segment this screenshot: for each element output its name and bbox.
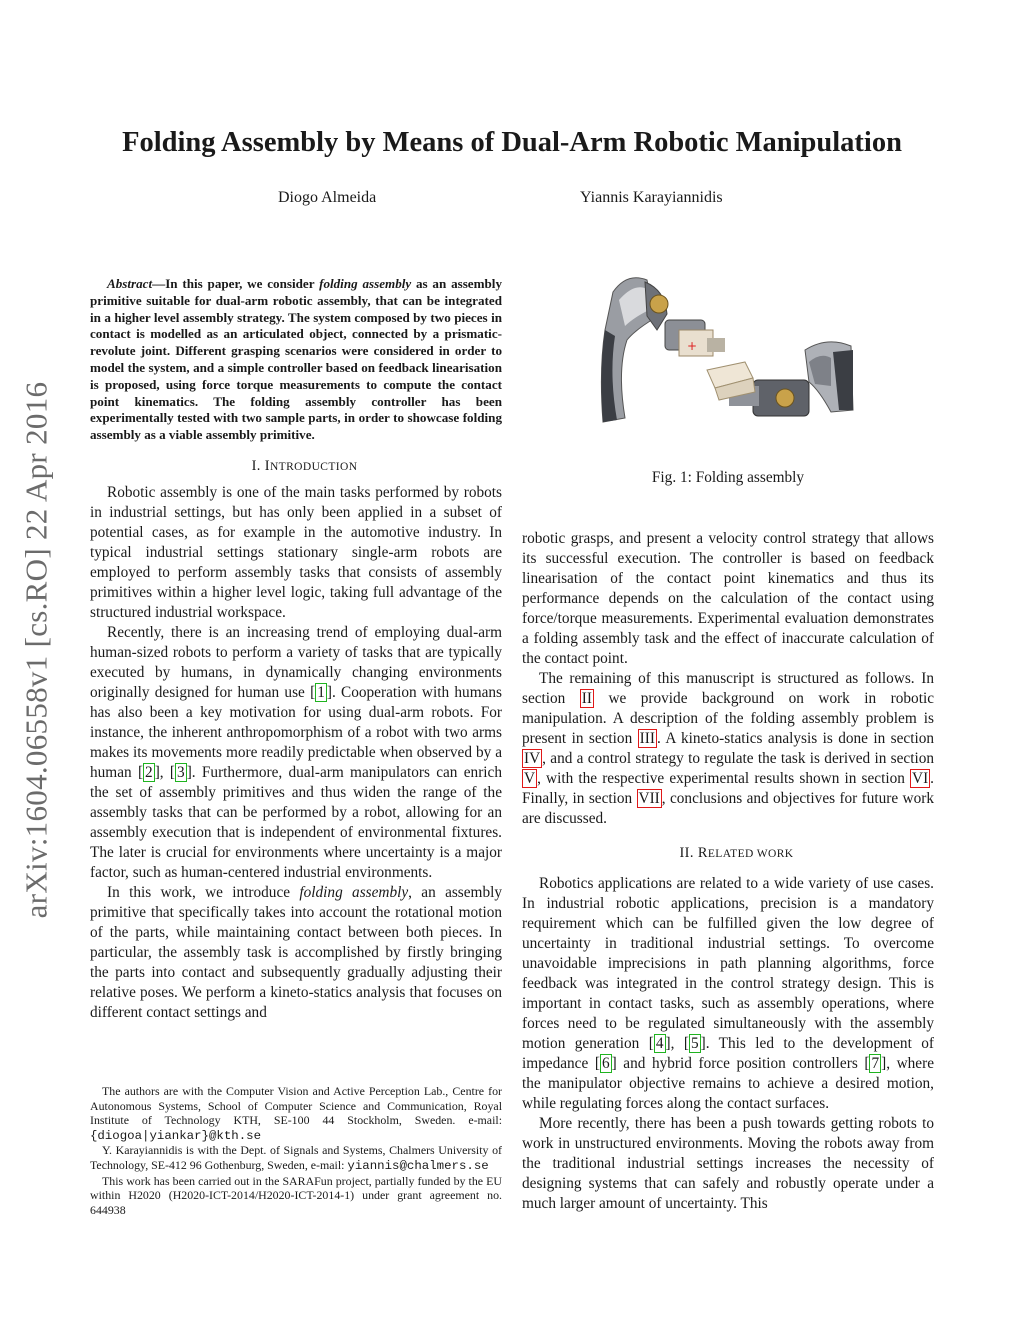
structure-paragraph: The remaining of this manuscript is structured as follows. In section II we provide background on work in robotic manipulation. A description of the folding assembly problem is present in section III . A kineto-statics analysis is done in section IV , and a control strategy to regulate the task is derived in section V , with the respective experimental results shown in section VI . Finally, in section VII , conclusions and objectives for future work are discussed.: [522, 670, 935, 827]
svg-text:+: +: [687, 339, 698, 353]
citation-link[interactable]: 3: [177, 763, 185, 781]
citation-link[interactable]: 4: [655, 1035, 664, 1052]
left-column: [90, 276, 502, 1023]
citation-link[interactable]: 6: [601, 1055, 610, 1072]
arxiv-identifier: arXiv:1604.06558v1 [cs.RO] 22 Apr 2016: [18, 381, 54, 919]
robot-arms-photo: [595, 270, 857, 430]
right-column: [522, 529, 934, 1214]
footnote-funding: This work has been carried out in the SARAFun project, partially funded by the EU within H2020 (H2020-ICT-2014/H2020-ICT-2014-1) under grant agreement no. 644938: [90, 1173, 502, 1217]
citation-link[interactable]: 2: [145, 763, 153, 781]
related-paragraph-2: More recently, there has been a push towards getting robots to work in unstructured environments. Moving the robots away from the traditional industrial settings increases the necessity of designing systems that can safely and robustly operate under a much larger amount of uncertainty. This: [522, 1115, 934, 1212]
author-2: Yiannis Karayiannidis: [580, 189, 723, 206]
intro-paragraph-2: Recently, there is an increasing trend of employing dual-arm human-sized robots to perform a variety of tasks that are typically executed by humans, in dynamically changing environments originally designed for human use [ 1 ]. Cooperation with humans has also been a key motivation for using dual-arm robots. For instance, the inherent anthropomorphism of a robot with two arms makes its movements more readily predictable when observed by a human [ 2 ], [ 3 ]. Furthermore, dual-arm manipulators can enrich the set of assembly primitives and thus widen the range of the assembly tasks that can be performed by a robot, allowing for an assembly execution that is independent of environmental fixtures. The later is crucial for environments where uncertainty is a major factor, such as human-centered industrial environments.: [90, 623, 502, 881]
section-link[interactable]: VII: [638, 790, 660, 807]
section-link[interactable]: V: [524, 770, 536, 787]
section-link[interactable]: VI: [912, 770, 929, 787]
intro-paragraph-continued: robotic grasps, and present a velocity control strategy that allows its successful execution. The controller is based on feedback linearisation of the contact point kinematics and thus its performance depends on the calculation of the contact using force/torque measurements. Experimental evaluation demonstrates a folding assembly task and the effect of inaccurate calculation of the contact point.: [522, 530, 934, 667]
related-paragraph-1: Robotics applications are related to a wide variety of use cases. In industrial robotic applications, precision is a mandatory requirement which can be fulfilled given the low degree of uncertainty in traditional industrial settings. To overcome unavoidable imprecisions in path planning algorithms, force feedback was integrated in the control strategy design. This is important in contact tasks, such as assembly operations, where forces need to be regulated simultaneously with the assembly motion generation [ 4 ], [ 5 ]. This led to the development of impedance [ 6 ] and hybrid force position controllers [ 7 ], where the manipulator objective remains to achieve a desired motion, while regulating forces along the contact surfaces.: [522, 875, 934, 1112]
intro-paragraph-3: In this work, we introduce folding assembly, an assembly primitive that specifically takes into account the rotational motion of the parts, while maintaining contact between both pieces. In particular, the assembly task is accomplished by firstly bringing the parts into contact and subsequently gradually adjusting their relative poses. We perform a kineto-statics analysis that focuses on different contact settings and: [90, 883, 502, 1021]
footnotes: [90, 1084, 502, 1217]
footnote-affiliation-1: The authors are with the Computer Vision and Active Perception Lab., Centre for Autonomous Systems, School of Computer Science and Communication, Royal Institute of Technology KTH, SE-100 44 Stockholm, Sweden. e-mail: {diogoa|yiankar}@kth.se: [90, 1084, 502, 1143]
author-1: Diogo Almeida: [278, 189, 377, 206]
email-link[interactable]: {diogoa|yiankar}@kth.se: [90, 1128, 262, 1143]
citation-link[interactable]: 7: [871, 1055, 880, 1072]
citation-link[interactable]: 1: [317, 683, 325, 701]
figure-caption: Fig. 1: Folding assembly: [651, 469, 805, 486]
citation-link[interactable]: 5: [690, 1035, 699, 1052]
section-link[interactable]: II: [581, 690, 592, 707]
section-link[interactable]: IV: [524, 750, 541, 767]
section-heading-introduction: I. INTRODUCTION: [251, 457, 358, 474]
section-link[interactable]: III: [639, 730, 655, 747]
section-heading-related-work: II. RELATED WORK: [679, 845, 794, 861]
abstract: Abstract—In this paper, we consider folding assembly as an assembly primitive suitable for dual-arm robotic assembly, that can be integrated in a higher level assembly strategy. The system composed by two pieces in contact is modelled as an articulated object, connected by a prismatic-revolute joint. Different grasping scenarios were considered in order to model the system, and a simple controller based on feedback linearisation is proposed, using force torque measurements to compute the contact point kinematics. The folding assembly controller has been experimentally tested with two sample parts, in order to showcase folding assembly as a viable assembly primitive.: [90, 276, 502, 443]
footnote-affiliation-2: Y. Karayiannidis is with the Dept. of Signals and Systems, Chalmers University of Technology, SE-412 96 Gothenburg, Sweden, e-mail: yiannis@chalmers.se: [90, 1143, 502, 1173]
paper-title: Folding Assembly by Means of Dual-Arm Robotic Manipulation: [122, 127, 902, 158]
email-link[interactable]: yiannis@chalmers.se: [347, 1158, 489, 1173]
intro-paragraph-1: Robotic assembly is one of the main tasks performed by robots in industrial settings, but has only been applied in a subset of potential cases, as for example in the automotive industry. In typical industrial settings stationary single-arm robots are employed to perform assembly tasks that consists of assembly primitives within a higher level logic, taking full advantage of the structured industrial workspace.: [90, 483, 502, 621]
figure-robot-arms: [595, 270, 857, 430]
